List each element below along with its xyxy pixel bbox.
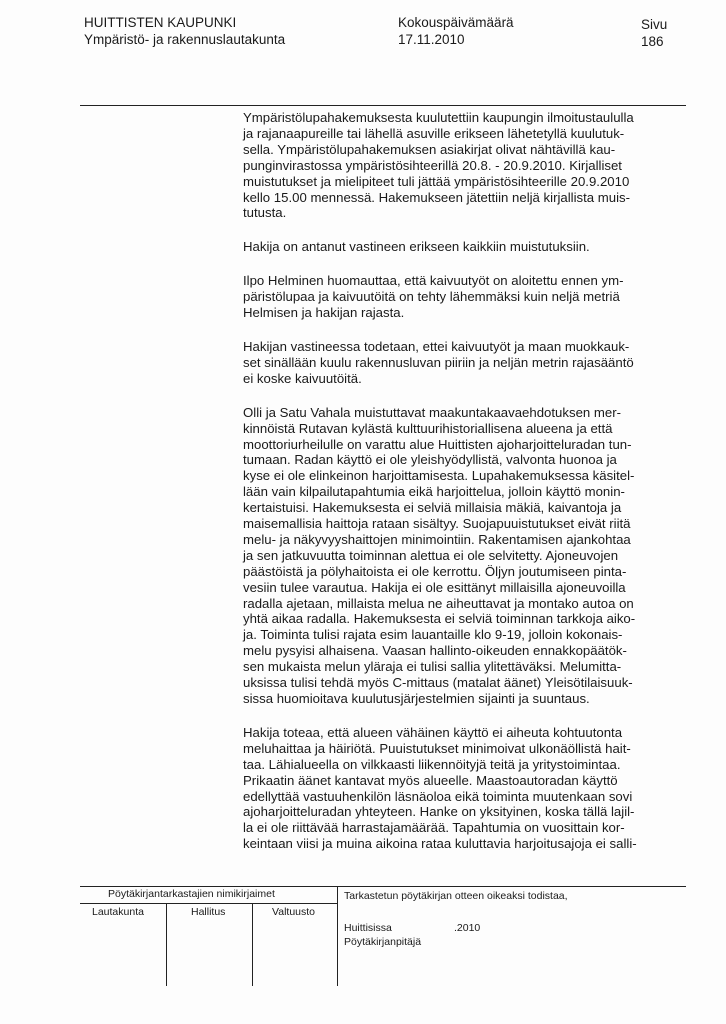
footer-top-line — [80, 886, 686, 887]
paragraph-line: ja. Toiminta tulisi rajata esim lauantaille klo 9-19, jolloin kokonais- — [243, 627, 623, 643]
paragraph-line: vesiin tulee varautua. Hakija ei ole esittänyt millaisilla ajoneuvoilla — [243, 579, 626, 595]
paragraph-line: meluhaittaa ja häiriötä. Puuistutukset minimoivat ulkonäöllistä hait- — [243, 740, 631, 756]
paragraph-line: muistutukset ja mielipiteet tuli jättää ympäristösihteerille 20.9.2010 — [243, 173, 630, 189]
document-body — [243, 110, 688, 870]
paragraph-line: Hakijan vastineessa todetaan, ettei kaivuutyöt ja maan muokkauk- — [243, 338, 630, 354]
signature-footer — [80, 886, 686, 986]
paragraph-line: moottoriurheilulle on varattu alue Huittisten ajoharjoitteluradan tun- — [243, 436, 632, 452]
footer-signers-divider — [80, 903, 337, 904]
certify-year: .2010 — [454, 922, 481, 934]
certify-place: Huittisissa — [344, 922, 392, 934]
paragraph-line: kinnöistä Rutavan kylästä kulttuurihistoriallisena alueena ja että — [243, 420, 613, 436]
paragraph-line: Ilpo Helminen huomauttaa, että kaivuutyöt on aloitettu ennen ym- — [243, 273, 624, 289]
signers-title: Pöytäkirjantarkastajien nimikirjaimet — [108, 888, 275, 900]
paragraph-line: Ympäristölupahakemuksesta kuulutettiin kaupungin ilmoitustaululla — [243, 110, 634, 125]
paragraph-line: sen mukaista melun yläraja ei tulisi sallia ylitettäväksi. Melumitta- — [243, 659, 622, 675]
paragraph-line: tumaan. Radan käyttö ei ole yleishyödyllistä, valvonta huonoa ja — [243, 452, 617, 468]
paragraph-line: keintaan viisi ja muina aikoina rataa kuluttavia harjoitusajoja ei salli- — [243, 836, 637, 852]
body-paragraph — [243, 273, 688, 321]
body-paragraph — [243, 110, 688, 221]
footer-col-divider-2 — [252, 903, 253, 986]
body-paragraph — [243, 405, 688, 707]
paragraph-line: la ei ole riittävää harrastajamäärää. Tapahtumia on vuosittain kor- — [243, 820, 625, 836]
paragraph-line: päristölupaa ja kaivuutöitä on tehty lähemmäksi kuin neljä metriä — [243, 289, 620, 305]
organization-name: HUITTISTEN KAUPUNKI — [84, 15, 237, 30]
paragraph-line: Helmisen ja hakijan rajasta. — [243, 305, 405, 321]
paragraph-line: melu- ja näkyvyyshaittojen minimointiin. Rakentamisen ajankohtaa — [243, 531, 631, 547]
paragraph-line: kertaistuisi. Hakemuksesta ei selviä millaisia mäkiä, kaivantoja ja — [243, 500, 622, 516]
body-paragraph — [243, 239, 688, 255]
department-name: Ympäristö- ja rakennuslautakunta — [84, 32, 286, 47]
paragraph-line: sissa huomioitava kuulutusjärjestelmien sijainti ja suuntaus. — [243, 691, 590, 706]
col-hallitus: Hallitus — [191, 906, 226, 918]
paragraph-line: Prikaatin äänet kantavat myös alueelle. Maastoautoradan käyttö — [243, 772, 618, 788]
page-number: 186 — [641, 34, 664, 49]
paragraph-line: ei koske kaivuutöitä. — [243, 370, 362, 386]
header-divider — [80, 105, 686, 106]
col-lautakunta: Lautakunta — [92, 906, 144, 918]
page-label: Sivu — [641, 17, 668, 32]
paragraph-line: taa. Lähialueella on vilkkaasti liikennöityjä teitä ja yritystoimintaa. — [243, 756, 621, 772]
paragraph-line: ja rajanaapureille tai lähellä asuville erikseen lähetetyllä kuulutuk- — [243, 125, 625, 141]
paragraph-line: uksissa tulisi tehdä myös C-mittaus (matalat äänet) Yleisötilaisuuk- — [243, 675, 633, 691]
paragraph-line: yhtä aikaa radalla. Hakemuksesta ei selviä toiminnan tarkkoja aiko- — [243, 611, 636, 627]
paragraph-line: kyse ei ole elinkeinon harjoittamisesta. Lupahakemuksessa käsitel- — [243, 468, 635, 484]
paragraph-line: maisemallisia haittoja rataan sisältyy. Suojapuuistutukset eivät riitä — [243, 516, 631, 532]
paragraph-line: melu pysyisi alhaisena. Vaasan hallinto-oikeuden ennakkopäätök- — [243, 643, 627, 659]
record-keeper: Pöytäkirjanpitäjä — [344, 936, 422, 948]
paragraph-line: sella. Ympäristölupahakemuksen asiakirjat olivat nähtävillä kau- — [243, 141, 616, 157]
paragraph-line: ja sen jatkuvuutta toiminnan alettua ei ole selvitetty. Ajoneuvojen — [243, 547, 619, 563]
footer-center-divider — [337, 886, 338, 986]
paragraph-line: edellyttää vastuuhenkilön läsnäoloa eikä toiminta muutenkaan sovi — [243, 788, 633, 804]
body-paragraph — [243, 725, 688, 852]
paragraph-line: kello 15.00 mennessä. Hakemukseen jätettiin neljä kirjallista muis- — [243, 189, 631, 205]
paragraph-line: Hakija on antanut vastineen erikseen kaikkiin muistutuksiin. — [243, 239, 590, 255]
paragraph-line: lään vain kilpailutapahtumia eikä harjoittelua, jolloin käyttö monin- — [243, 484, 625, 500]
paragraph-line: radalla ajetaan, millaista melua ne aiheuttavat ja montako autoa on — [243, 595, 634, 611]
body-paragraph — [243, 339, 688, 387]
paragraph-line: punginvirastossa ympäristösihteerillä 20.8. - 20.9.2010. Kirjalliset — [243, 157, 622, 173]
page-number-block — [641, 16, 667, 50]
paragraph-line: tutusta. — [243, 205, 287, 221]
meeting-date-block — [398, 14, 514, 48]
col-valtuusto: Valtuusto — [272, 906, 315, 918]
paragraph-line: ajoharjoitteluradan yhteyteen. Hanke on yksityinen, koska tällä lajil- — [243, 804, 635, 820]
paragraph-line: set sinällään kuulu rakennusluvan piiriin ja neljän metrin rajasääntö — [243, 354, 634, 370]
certify-text: Tarkastetun pöytäkirjan otteen oikeaksi todistaa, — [344, 890, 568, 902]
footer-col-divider-1 — [166, 903, 167, 986]
paragraph-line: Hakija toteaa, että alueen vähäinen käyttö ei aiheuta kohtuutonta — [243, 724, 623, 740]
paragraph-line: Olli ja Satu Vahala muistuttavat maakuntakaavaehdotuksen mer- — [243, 404, 621, 420]
meeting-date-label: Kokouspäivämäärä — [398, 15, 514, 30]
paragraph-line: päästöistä ja pölyhaitoista ei ole kerrottu. Öljyn joutumiseen pinta- — [243, 563, 627, 579]
organization-block — [84, 14, 285, 48]
meeting-date-value: 17.11.2010 — [398, 32, 465, 47]
